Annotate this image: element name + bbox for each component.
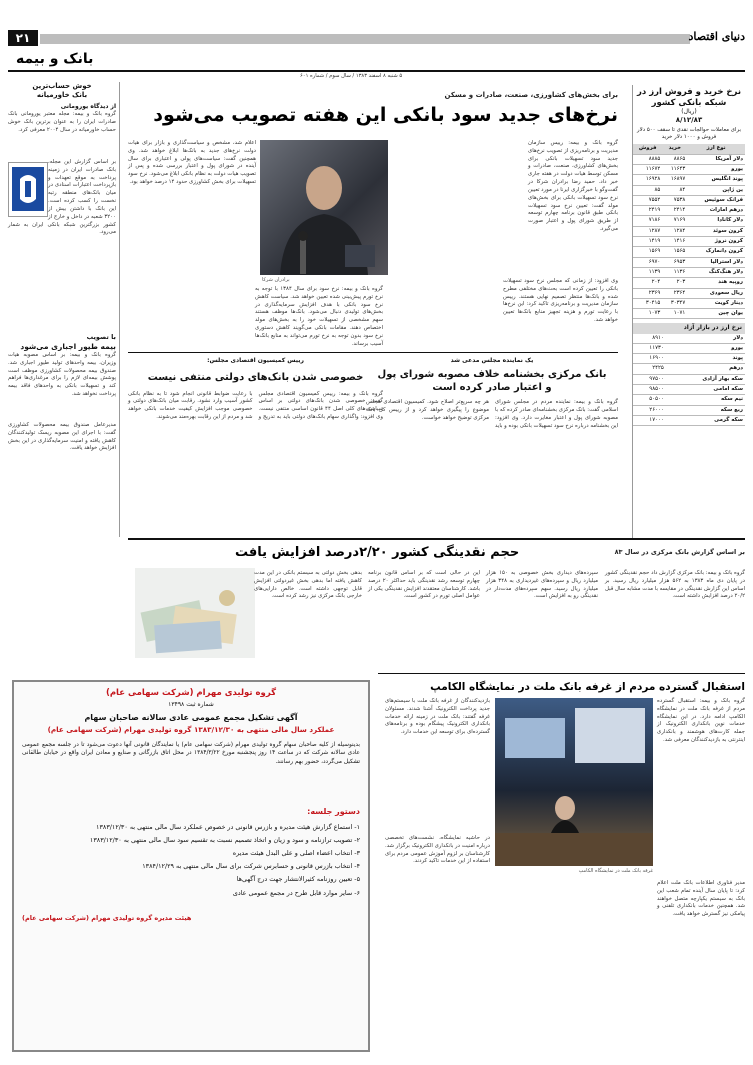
- ad-company: گروه تولیدی مهرام (شرکت سهامی عام): [105, 688, 277, 698]
- ad-body: بدینوسیله از کلیه صاحبان سهام گروه تولیدی مهرام (شرکت سهامی عام) یا نمایندگان قانونی آنها دعوت می‌شود تا در جلسه مجمع عمومی عادی سالانه شرکت که در ساعت ۱۴ روز پنجشنبه مورخ ۱۳۸۴/۳/۲۲ در محل اتاق بازرگانی و صنایع و معادن ایران واقع در خیابان طالقانی تشکیل می‌گردد، حضور بهم رسانند.: [22, 742, 360, 765]
- rate-row: [633, 288, 745, 298]
- item-price: ۲۴۲۵: [633, 364, 666, 374]
- page-number: ۲۱: [15, 31, 31, 45]
- item-name: سکه امامی: [666, 385, 745, 395]
- buy-rate: ۲۰۳: [662, 278, 687, 288]
- currency-name: پوند انگلیس: [687, 175, 745, 185]
- main-col-a: گروه بانک و بیمه: رییس سازمان مدیریت و برنامه‌ریزی از تصویب نرخ‌های جدید سود تسهیلات بانکی برای بخش‌های کشاورزی، صنعت، صادرات و مسکن توسط هیات دولت در هفته جاری خبر داد. حمید رضا برادران شرکا در گفت‌وگو با خبرگزاری ایرنا در مورد تعیین نرخ سود تسهیلات بانکی برای بخش‌های مولد گفت: تعیین نرخ سود تسهیلات بانکی طبق قانون برنامه چهارم توسعه از طریق شورای پول و اعتبار صورت می‌گیرد.: [527, 140, 618, 233]
- item-price: ۱۱۷۳۰: [633, 343, 666, 353]
- item-price: ۱۷۰۰۰: [633, 415, 666, 425]
- free-market-row: [633, 395, 745, 405]
- expo-col-2: بازدیدکنندگان از غرفه بانک ملت با سیستم‌های جدید پرداخت الکترونیک آشنا شدند. مسئولان غرفه گفتند: بانک ملت در زمینه ارائه خدمات بانکداری الکترونیک پیشگام بوده و برنامه‌های گسترده‌ای برای توسعه این خدمات دارد.: [385, 698, 490, 736]
- speaker-silhouette: [260, 140, 388, 275]
- sell-rate: ۸۸۸۵: [633, 154, 662, 164]
- main-photo: [260, 140, 388, 275]
- banner-headline: حجم نقدینگی کشور ۲/۲۰درصد افزایش یافت: [235, 545, 520, 560]
- buy-rate: ۷۵۳۸: [662, 195, 687, 205]
- left-text-3: گروه بانک و بیمه: بر اساس مصوبه هیات وزیران، بیمه واحدهای تولید طیور اجباری شد. صندوق بیمه محصولات کشاورزی موظف است پوشش بیمه‌ای لازم را برای مرغداری‌ها فراهم کند و تسهیلات بانکی به واحدهای فاقد بیمه پرداخت نخواهد شد.: [8, 351, 116, 397]
- sell-rate: ۷۱۸۶: [633, 216, 662, 226]
- buy-rate: ۸۸۶۵: [662, 154, 687, 164]
- currency-name: فرانک سوئیس: [687, 195, 745, 205]
- shareholder-notice-ad: [12, 680, 370, 1052]
- rate-row: [633, 164, 745, 174]
- dateline: ۵ شنبه ۸ اسفند ۱۳۸۳ / سال سوم / شماره ۶۰۱: [300, 73, 403, 79]
- expo-photo: [495, 698, 653, 866]
- currency-name: کرون سوئد: [687, 226, 745, 236]
- agenda-item: ۳- انتخاب اعضاء اصلی و علی البدل هیئت مدیره: [232, 849, 360, 858]
- currency-name: یوان چین: [687, 309, 745, 319]
- item-name: نیم سکه: [666, 395, 745, 405]
- sell-rate: ۸۵: [633, 185, 662, 195]
- item-name: دلار: [666, 334, 745, 344]
- free-market-row: [633, 385, 745, 395]
- agenda-item: ۵- تعیین روزنامه کثیرالانتشار جهت درج آگهی‌ها: [236, 875, 360, 884]
- ad-title: آگهی تشکیل مجمع عمومی عادی سالانه صاحبان سهام: [84, 712, 298, 722]
- photo-caption: برادران شرکا: [262, 277, 290, 283]
- buy-rate: ۱۴۱۶: [662, 237, 687, 247]
- rate-row: [633, 267, 745, 277]
- sell-rate: ۲۴۱۹: [633, 206, 662, 216]
- top-gray-band: [40, 34, 690, 44]
- agenda-item: ۲- تصویب ترازنامه و سود و زیان و اتخاذ تصمیم نسبت به تقسیم سود سال مالی منتهی به ۱۳۸۳/۱۲/۳۰: [89, 836, 360, 844]
- rate-row: [633, 195, 745, 205]
- agenda-item: ۴- انتخاب بازرس قانونی و حسابرس شرکت برای سال مالی منتهی به ۱۳۸۴/۱۲/۲۹: [142, 862, 360, 871]
- free-market-row: [633, 415, 745, 425]
- section-title: بانک و بیمه: [16, 51, 94, 67]
- privatization-text: گروه بانک و بیمه: رییس کمیسیون اقتصادی مجلس گفت: خصوصی شدن بانک‌های دولتی بر اساس سیاست‌های کلی اصل ۴۴ قانون اساسی منتفی نیست. وی افزود: واگذاری سهام بانک‌های دولتی باید به تدریج و با رعایت ضوابط قانونی انجام شود تا به نظام بانکی کشور آسیب وارد نشود. رقابت میان بانک‌های دولتی و خصوصی موجب افزایش کیفیت خدمات بانکی خواهد شد و مردم از این رقابت بهره‌مند می‌شوند.: [128, 390, 383, 421]
- rates-subtitle: (ریال): [681, 108, 697, 116]
- currency-name: دلار کانادا: [687, 216, 745, 226]
- expo-caption: غرفه بانک ملت در نمایشگاه الکامپ: [578, 868, 653, 874]
- rates-box: [632, 85, 745, 540]
- rate-row: [633, 298, 745, 308]
- item-price: ۱۶۹۰۰: [633, 354, 666, 364]
- privatization-headline: خصوصی شدن بانک‌های دولتی منتفی نیست: [147, 372, 364, 384]
- item-price: ۸۹۱۰: [633, 334, 666, 344]
- circular-text: گروه بانک و بیمه: نماینده مردم در مجلس شورای اسلامی گفت: بانک مرکزی بخشنامه‌ای صادر کرده که با مصوبه شورای پول و اعتبار مغایرت دارد. وی افزود: این بخشنامه درباره نرخ سود تسهیلات بانکی بوده و باید هر چه سریع‌تر اصلاح شود. کمیسیون اقتصادی مجلس موضوع را پیگیری خواهد کرد و از رییس کل بانک مرکزی توضیح خواهد خواست.: [366, 399, 618, 429]
- currency-name: کرون دانمارک: [687, 247, 745, 257]
- brand-logo: دنیای اقتصاد: [688, 30, 745, 43]
- rates-title: نرخ خرید و فروش ارز در شبکه بانکی کشور: [636, 87, 742, 108]
- rate-row: [633, 206, 745, 216]
- item-name: پوند: [666, 354, 745, 364]
- bank-saderat-logo-icon: [10, 165, 46, 213]
- buy-rate: ۱۵۶۵: [662, 247, 687, 257]
- banner-kicker: بر اساس گزارش بانک مرکزی در سال ۸۳: [614, 548, 745, 556]
- left-text-1: گروه بانک و بیمه: مجله معتبر یورومانی بانک صادرات ایران را به عنوان برترین بانک خوش حساب خاورمیانه در سال ۲۰۰۴ معرفی کرد.: [8, 110, 116, 133]
- sell-rate: ۱۵۶۹: [633, 247, 662, 257]
- rate-row: [633, 175, 745, 185]
- left-title-1: خوش حساب‌ترین: [32, 82, 92, 90]
- expo-headline: استقبال گسترده مردم از غرفه بانک ملت در نمایشگاه الکامپ: [430, 681, 745, 693]
- privatization-article: [128, 352, 383, 532]
- free-market-row: [633, 364, 745, 374]
- item-name: سکه گرمی: [666, 415, 745, 425]
- main-headline: نرخ‌های جدید سود بانکی این هفته تصویب می‌شود: [153, 104, 618, 126]
- left-column: [8, 82, 120, 537]
- gold-table: [633, 334, 745, 427]
- liquidity-col-3: این در حالی است که بر اساس قانون برنامه چهارم توسعه رشد نقدینگی باید حداکثر ۲۰ درصد باشد. کارشناسان معتقدند افزایش نقدینگی یکی از عوامل اصلی تورم در کشور است.: [368, 570, 480, 600]
- ad-subtitle: عملکرد سال مالی منتهی به ۱۳۸۳/۱۲/۳۰ گروه تولیدی مهرام (شرکت سهامی عام): [47, 725, 335, 735]
- item-price: ۹۸۵۰۰: [633, 385, 666, 395]
- buy-rate: ۶۹۵۳: [662, 257, 687, 267]
- main-col-b: وی افزود: از زمانی که مجلس نرخ سود تسهیلات بانکی را تعیین کرده است بحث‌های مختلفی مطرح شده و بانک‌ها منتظر تصمیم نهایی هستند. رییس سازمان مدیریت و برنامه‌ریزی تاکید کرد: این نرخ‌ها با رعایت تورم و هزینه تجهیز منابع بانک‌ها تعیین خواهد شد.: [503, 278, 618, 324]
- currency-name: دینار کویت: [687, 298, 745, 308]
- agenda-item: ۱- استماع گزارش هیئت مدیره و بازرس قانونی در خصوص عملکرد سال مالی منتهی به ۱۳۸۳/۱۲/۳۰: [96, 822, 360, 831]
- rates-note: برای معاملات حوالجات نقدی تا سقف ۵۰۰ دلار فروش و ۱۰۰۰ دلار خرید: [637, 126, 741, 141]
- item-name: درهم: [666, 364, 745, 374]
- circular-article: [366, 352, 618, 532]
- sell-rate: ۱۱۶۷۲: [633, 164, 662, 174]
- item-name: سکه بهار آزادی: [666, 374, 745, 384]
- banknotes-image: [135, 568, 255, 658]
- rate-row: [633, 257, 745, 267]
- currency-name: کرون نروژ: [687, 237, 745, 247]
- header-rule: [8, 70, 745, 72]
- rate-row: [633, 154, 745, 164]
- ad-signature: هیئت مدیره گروه تولیدی مهرام (شرکت سهامی عام): [22, 913, 192, 922]
- col-header-currency: نوع ارز: [687, 144, 745, 154]
- buy-rate: ۲۴۱۴: [662, 206, 687, 216]
- item-name: یورو: [666, 343, 745, 353]
- rate-row: [633, 247, 745, 257]
- rates-date: ۸/۱۲/۸۳: [675, 116, 703, 125]
- col-header-sell: فروش: [633, 144, 662, 154]
- currency-name: ریال سعودی: [687, 288, 745, 298]
- currency-name: دلار آمریکا: [687, 154, 745, 164]
- sell-rate: ۱۶۹۲۸: [633, 175, 662, 185]
- free-market-row: [633, 405, 745, 415]
- sell-rate: ۶۹۷۰: [633, 257, 662, 267]
- masthead: [0, 0, 753, 78]
- sell-rate: ۱۱۳۹: [633, 267, 662, 277]
- banner-rule: [128, 538, 745, 540]
- ad-agenda-list: [22, 821, 360, 900]
- agenda-item: ۶- سایر موارد قابل طرح در مجمع عمومی عادی: [232, 888, 360, 897]
- ad-agenda-title: دستور جلسه:: [307, 807, 360, 817]
- item-price: ۹۷۵۰۰: [633, 374, 666, 384]
- rates-table: [633, 144, 745, 319]
- buy-rate: ۲۳۶۴: [662, 288, 687, 298]
- main-col-d: گروه بانک و بیمه: نرخ سود برای سال ۱۳۸۴ با توجه به نرخ تورم پیش‌بینی شده تعیین خواهد شد. سیاست کاهش نرخ سود بانکی با هدف افزایش سرمایه‌گذاری در بخش‌های تولیدی دنبال می‌شود. بانک‌ها موظف هستند سهم مشخصی از تسهیلات خود را به بخش‌های مولد اختصاص دهند. مقامات بانکی می‌گویند کاهش دستوری نرخ سود بدون توجه به نرخ تورم می‌تواند به منابع بانک‌ها آسیب برساند.: [255, 286, 384, 347]
- left-byline: از دیدگاه یورومانی: [60, 102, 116, 110]
- rate-row: [633, 216, 745, 226]
- sell-rate: ۲۰۴: [633, 278, 662, 288]
- buy-rate: ۱۱۶۴۳: [662, 164, 687, 174]
- sell-rate: ۱۲۸۷: [633, 226, 662, 236]
- liquidity-col-1: گروه بانک و بیمه: بانک مرکزی گزارش داد حجم نقدینگی کشور در پایان دی ماه ۱۳۸۳ به ۵۶۲ هزار میلیارد ریال رسید. بر اساس این گزارش نقدینگی در مقایسه با مدت مشابه سال قبل ۲۰/۲ درصد افزایش داشته است.: [605, 570, 745, 600]
- privatization-kicker: رییس کمیسیون اقتصادی مجلس:: [207, 357, 304, 364]
- rate-row: [633, 226, 745, 236]
- rate-row: [633, 237, 745, 247]
- gold-title: نرخ ارز در بازار آزاد: [633, 323, 745, 333]
- col-header-buy: خرید: [662, 144, 687, 154]
- free-market-row: [633, 374, 745, 384]
- left-title-2: بانک خاورمیانه: [36, 91, 88, 100]
- buy-rate: ۸۴: [662, 185, 687, 195]
- sell-rate: ۷۵۵۲: [633, 195, 662, 205]
- circular-kicker: یک نماینده مجلس مدعی شد: [450, 357, 534, 364]
- money-photo: [135, 568, 255, 658]
- expo-rule: [378, 673, 745, 674]
- ad-reg: شماره ثبت ۱۳۴۹۸: [168, 701, 214, 709]
- buy-rate: ۷۱۶۹: [662, 216, 687, 226]
- left-text-4: مدیرعامل صندوق بیمه محصولات کشاورزی گفت: با اجرای این مصوبه ریسک تولیدکنندگان کاهش یافته و امنیت سرمایه‌گذاری در این بخش افزایش خواهد یافت.: [8, 421, 116, 452]
- bank-logo: [8, 162, 48, 217]
- expo-col-4: در حاشیه نمایشگاه، نشست‌های تخصصی درباره امنیت در بانکداری الکترونیک برگزار شد. کارشناسان بر لزوم آموزش عمومی مردم برای استفاده از این خدمات تاکید کردند.: [384, 835, 490, 865]
- left-text-2: بر اساس گزارش این مجله، بانک صادرات ایران در زمینه پرداخت به موقع تعهدات و بازپرداخت اعتبارات اسنادی در میان بانک‌های منطقه رتبه نخست را کسب کرده است. این بانک با داشتن بیش از ۳۲۰۰ شعبه در داخل و خارج از کشور بزرگترین شبکه بانکی ایران به شمار می‌رود.: [8, 158, 116, 236]
- buy-rate: ۱۰۷۱: [662, 309, 687, 319]
- left-title-4: بیمه طیور اجباری می‌شود: [20, 341, 116, 351]
- left-title-3: با تصویب: [86, 332, 116, 341]
- main-col-c: اعلام شد، مشخص و سیاست‌گذاری و بازار برای هیات دولت نرخ‌های جدید به بانک‌ها ابلاغ خواهد شد. وی همچنین گفت: سیاست‌های پولی و اعتباری برای سال آینده در شورای پول و اعتبار بررسی شده و پس از تصویب هیات دولت به نظام بانکی ابلاغ می‌شود. نرخ سود تسهیلات برای بخش کشاورزی حدود ۱۴ درصد خواهد بود.: [128, 140, 256, 186]
- sell-rate: ۱۰۷۳: [633, 309, 662, 319]
- buy-rate: ۳۰۳۴۷: [662, 298, 687, 308]
- item-price: ۵۰۵۰۰: [633, 395, 666, 405]
- expo-col-1: گروه بانک و بیمه: استقبال گسترده مردم از غرفه بانک ملت در نمایشگاه الکامپ ادامه دارد. در این نمایشگاه خدمات نوین بانکداری الکترونیک از جمله کارت‌های هوشمند و بانکداری اینترنتی به بازدیدکنندگان معرفی شد.: [657, 698, 745, 744]
- item-price: ۲۶۰۰۰: [633, 405, 666, 415]
- page-number-box: [8, 30, 38, 46]
- rate-row: [633, 185, 745, 195]
- currency-name: درهم امارات: [687, 206, 745, 216]
- sell-rate: ۲۳۶۹: [633, 288, 662, 298]
- item-name: ربع سکه: [666, 405, 745, 415]
- free-market-row: [633, 343, 745, 353]
- sell-rate: ۳۰۴۱۵: [633, 298, 662, 308]
- currency-name: روپیه هند: [687, 278, 745, 288]
- circular-headline: بانک مرکزی بخشنامه خلاف مصوبه شورای پول و اعتبار صادر کرده است: [377, 369, 607, 394]
- buy-rate: ۱۱۳۶: [662, 267, 687, 277]
- liquidity-col-2: سپرده‌های دیداری بخش خصوصی به ۱۵۰ هزار میلیارد ریال و سپرده‌های غیردیداری به ۳۴۸ هزار میلیارد ریال رسید. سهم سپرده‌های مدت‌دار در نقدینگی رو به افزایش است.: [486, 570, 598, 600]
- buy-rate: ۱۶۸۹۷: [662, 175, 687, 185]
- rate-row: [633, 309, 745, 319]
- buy-rate: ۱۲۸۴: [662, 226, 687, 236]
- sell-rate: ۱۴۱۹: [633, 237, 662, 247]
- currency-name: دلار استرالیا: [687, 257, 745, 267]
- free-market-row: [633, 354, 745, 364]
- currency-name: یورو: [687, 164, 745, 174]
- liquidity-col-4: بدهی بخش دولتی به سیستم بانکی در این مدت کاهش یافته اما بدهی بخش غیردولتی افزایش قابل توجهی داشته است. خالص دارایی‌های خارجی بانک مرکزی نیز رشد کرده است.: [254, 570, 362, 600]
- main-kicker: برای بخش‌های کشاورزی، صنعت، صادرات و مسکن: [444, 91, 618, 99]
- free-market-row: [633, 334, 745, 344]
- rate-row: [633, 278, 745, 288]
- expo-col-3: مدیر فناوری اطلاعات بانک ملت اعلام کرد: تا پایان سال آینده تمام شعب این بانک به سیستم یکپارچه متصل خواهند شد. همچنین خدمات بانکداری تلفنی و پیامکی نیز گسترش خواهد یافت.: [657, 880, 745, 918]
- booth-image: [495, 698, 653, 866]
- currency-name: ین ژاپن: [687, 185, 745, 195]
- currency-name: دلار هنگ‌کنگ: [687, 267, 745, 277]
